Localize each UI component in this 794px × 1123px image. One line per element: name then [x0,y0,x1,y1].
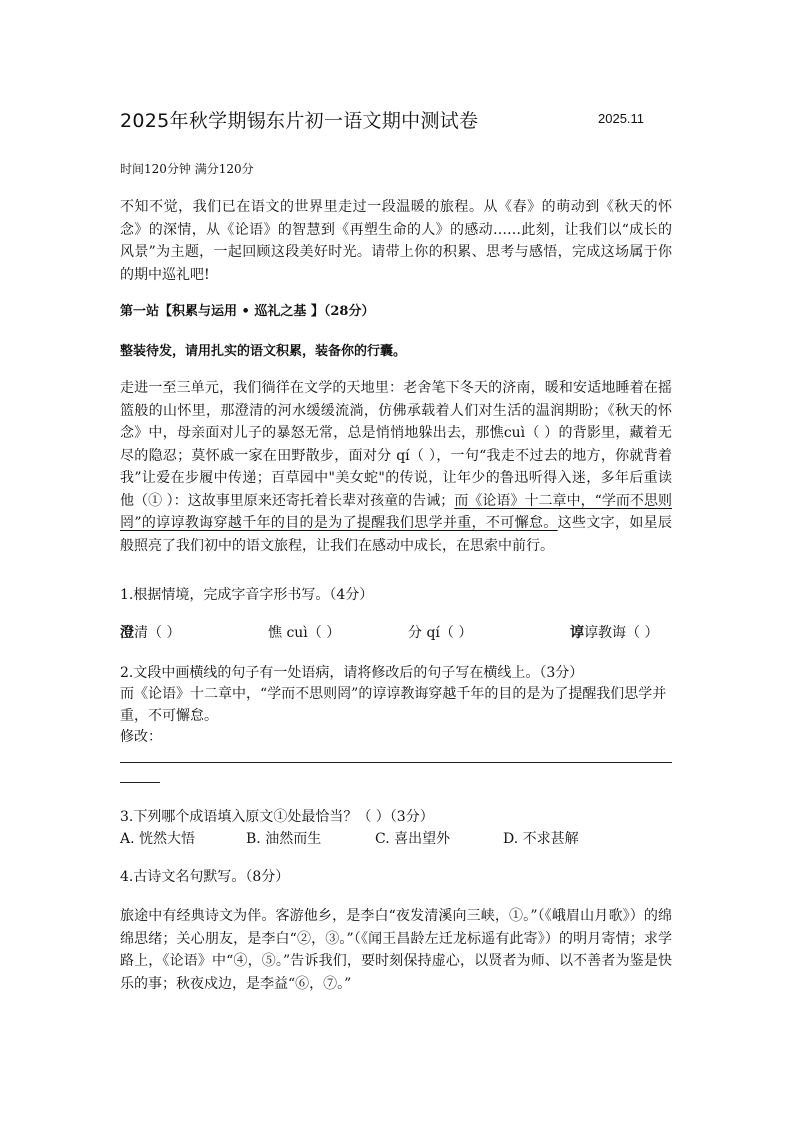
question-4-prompt: 4.古诗文名句默写。（8分） [120,869,290,885]
underlined-sentence: 而《论语》十二章中，“学而不思则罔”的谆谆教诲穿越千年的目的是为了提醒我们思学并重，不可懈怠。 [120,492,672,531]
question-3-prompt: 3.下列哪个成语填入原文①处最恰当？（ ）（3分） [120,809,434,825]
question-2-sentence: 而《论语》十二章中，“学而不思则罔”的谆谆教诲穿越千年的目的是为了提醒我们思学并重，不可懈怠。 [120,686,667,724]
question-2-answer-label: 修改： [120,729,162,745]
passage-part-a: 走进一至三单元，我们徜徉在文学的天地里：老舍笔下冬天的济南，暖和安适地睡着在摇篮般的山怀里，那澄清的河水缓缓流淌，仿佛承载着人们对生活的温润期盼；《秋天的怀念》中，母亲面对儿子的暴怒无常，总是悄悄地躲出去，那憔cuì（ ）的背影里，藏着无尽的隐忍；莫怀戚一家在田野散步，面对分 qí（ ），一句“我走不过去的地方，你就背着我”让爱在步履中传递；百草园中"美女蛇"的传说，让年少的鲁迅听得入迷，多年后重读他（① ）：这故事里原来还寄托着长辈对孩童的告诫； [120,380,672,509]
exam-meta: 时间120分钟 满分120分 [120,162,254,176]
option-b[interactable]: B. 油然而生 [246,831,322,847]
question-3-options [120,828,672,850]
q1-item-3[interactable]: 分 qí（ ） [408,625,473,641]
section-1-heading: 第一站【积累与运用 • 巡礼之基 】（28分） [120,304,375,319]
passage-part-b: 这些文字，如星辰般照亮了我们初中的语文旅程，让我们在感动中成长，在思索中前行。 [120,515,673,554]
q1-item-1[interactable]: 澄清（ ） [120,625,181,641]
answer-line-continued[interactable] [120,782,160,783]
exam-date: 2025.11 [598,111,645,126]
section-1-subheading: 整装待发，请用扎实的语文积累，装备你的行囊。 [120,344,407,359]
reading-passage [120,377,672,557]
option-c[interactable]: C. 喜出望外 [375,831,451,847]
q1-item-4[interactable]: 谆谆教诲（ ） [570,625,659,641]
question-2-prompt: 2.文段中画横线的句子有一处语病，请将修改后的句子写在横线上。（3分） [120,665,584,681]
question-1-items [120,622,672,644]
q1-item-2[interactable]: 憔 cuì（ ） [268,625,341,641]
question-1-prompt: 1.根据情境，完成字音字形书写。（4分） [120,587,374,603]
question-4-text: 旅途中有经典诗文为伴。客游他乡，是李白“夜发清溪向三峡，①。”（《峨眉山月歌》）的绵绵思绪；关心朋友，是李白“②，③。”（《闻王昌龄左迁龙标遥有此寄》）的明月寄情；求学路上，《论语》中“④，⑤。”告诉我们，要时刻保持虚心，以贤者为师、以不善者为鉴是快乐的事；秋夜戍边，是李益“⑥，⑦。” [120,908,672,992]
page-title: 2025年秋学期锡东片初一语文期中测试卷 [120,110,479,132]
option-d[interactable]: D. 不求甚解 [503,831,579,847]
intro-paragraph: 不知不觉，我们已在语文的世界里走过一段温暖的旅程。从《春》的萌动到《秋天的怀念》的深情，从《论语》的智慧到《再塑生命的人》的感动……此刻，让我们以“成长的风景”为主题，一起回顾这段美好时光。请带上你的积累、思考与感悟，完成这场属于你的期中巡礼吧! [120,199,672,283]
answer-line[interactable] [120,762,672,763]
option-a[interactable]: A. 恍然大悟 [120,831,196,847]
title-row [120,106,672,136]
